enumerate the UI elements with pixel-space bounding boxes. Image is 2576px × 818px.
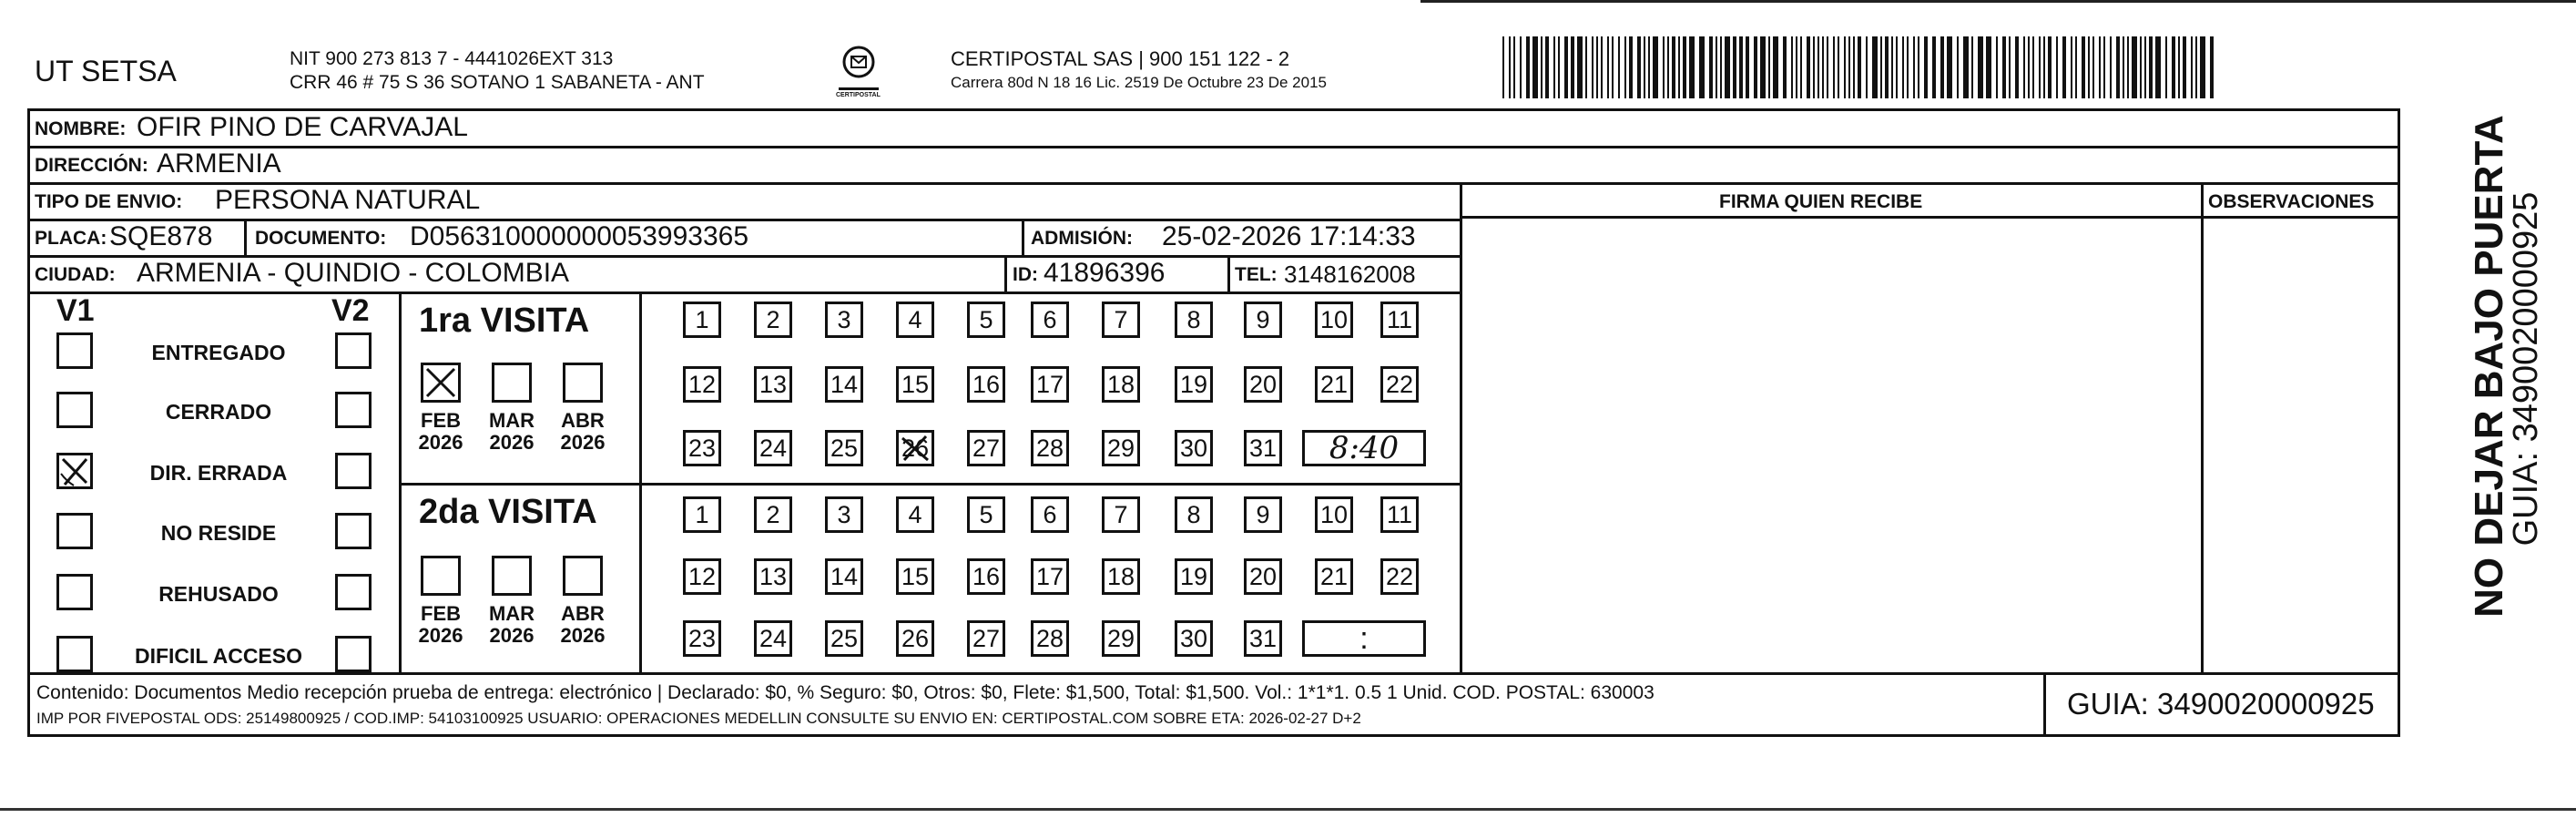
status-option-label: REHUSADO [158, 582, 279, 606]
day-number: 11 [1386, 305, 1413, 333]
month-checkbox[interactable] [492, 556, 532, 596]
month-label [484, 603, 539, 647]
day-number: 27 [972, 434, 1001, 462]
day-box[interactable] [1380, 558, 1419, 595]
month-label [413, 410, 468, 454]
day-number: 3 [837, 500, 851, 528]
day-number: 26 [901, 624, 930, 652]
day-number: 19 [1179, 562, 1208, 590]
day-number: 7 [1114, 500, 1128, 528]
month-name: FEB [421, 602, 461, 625]
side-guia: GUIA: 3490020000925 [2507, 191, 2545, 547]
day-box[interactable] [683, 496, 721, 533]
col-line-obs-left [2201, 182, 2204, 672]
nombre-label: NOMBRE: [35, 118, 127, 139]
time-value: : [1359, 620, 1369, 656]
status-option-label: DIR. ERRADA [149, 461, 288, 485]
day-box[interactable] [1031, 430, 1069, 466]
day-number: 7 [1114, 305, 1128, 333]
day-number: 9 [1256, 500, 1270, 528]
v1-checkbox[interactable] [56, 453, 93, 489]
day-number: 19 [1179, 370, 1208, 398]
footer-guia: GUIA: 3490020000925 [2067, 687, 2375, 721]
day-box[interactable] [1175, 620, 1213, 657]
day-number: 15 [901, 370, 930, 398]
day-number: 30 [1179, 434, 1208, 462]
month-checkbox[interactable] [492, 363, 532, 403]
company-name: UT SETSA [35, 55, 177, 87]
side-text [2417, 115, 2553, 647]
day-box[interactable] [967, 366, 1005, 403]
day-box[interactable] [896, 496, 934, 533]
day-box[interactable] [754, 430, 792, 466]
day-box[interactable] [754, 302, 792, 338]
day-box[interactable] [1175, 496, 1213, 533]
v1-checkbox[interactable] [56, 513, 93, 549]
day-number: 31 [1248, 434, 1278, 462]
day-box[interactable] [896, 366, 934, 403]
month-year: 2026 [418, 431, 463, 455]
direccion-label: DIRECCIÓN: [35, 155, 148, 176]
placa-split [244, 219, 247, 255]
day-box[interactable] [896, 302, 934, 338]
day-number: 13 [759, 562, 788, 590]
day-number: 18 [1106, 370, 1135, 398]
tipo-envio-label: TIPO DE ENVIO: [35, 191, 183, 212]
nit-line-2: CRR 46 # 75 S 36 SOTANO 1 SABANETA - ANT [290, 72, 705, 93]
day-box[interactable] [1102, 620, 1140, 657]
id-value: 41896396 [1044, 258, 1166, 288]
visit-divider [399, 483, 1462, 486]
day-number: 20 [1248, 370, 1278, 398]
v1-checkbox[interactable] [56, 392, 93, 428]
placa-value: SQE878 [109, 221, 213, 251]
v2-checkbox[interactable] [335, 392, 372, 428]
day-box[interactable] [1244, 620, 1282, 657]
day-number: 14 [830, 370, 859, 398]
day-number: 2 [766, 500, 780, 528]
day-box[interactable] [1102, 496, 1140, 533]
day-box[interactable] [896, 620, 934, 657]
day-box[interactable] [1244, 496, 1282, 533]
month-name: MAR [488, 409, 535, 432]
month-year: 2026 [489, 624, 535, 648]
day-number: 17 [1035, 562, 1064, 590]
day-number: 11 [1386, 500, 1413, 528]
time-value: 8:40 [1329, 430, 1400, 466]
day-box[interactable] [967, 302, 1005, 338]
form-bottom-border [27, 734, 2400, 737]
day-number: 28 [1035, 434, 1064, 462]
form-top-border [27, 108, 2400, 111]
day-box[interactable] [1315, 302, 1353, 338]
footer-line-1: Contenido: Documentos Medio recepción prueba de entrega: electrónico | Declarado: $0, % Seguro: $0, Otros: $0, Flete: $1,500, Total: $1,500. Vol.: 1*1*1. 0.5 1 Unid. COD. POSTAL: 630003 [36, 682, 1655, 703]
day-number: 29 [1106, 434, 1135, 462]
day-box[interactable] [1244, 430, 1282, 466]
day-number: 30 [1179, 624, 1208, 652]
tel-label: TEL: [1235, 264, 1278, 285]
day-box[interactable] [1380, 496, 1419, 533]
day-number: 8 [1186, 305, 1201, 333]
day-box[interactable] [1102, 430, 1140, 466]
second-visit-label: 2da VISITA [419, 493, 597, 531]
first-visit-label: 1ra VISITA [419, 302, 590, 340]
scan-edge-top [1420, 0, 2576, 3]
barcode-icon [1501, 36, 2222, 98]
day-number: 4 [908, 500, 922, 528]
day-box[interactable] [1315, 496, 1353, 533]
day-box[interactable] [896, 558, 934, 595]
day-number: 5 [979, 305, 993, 333]
day-number: 10 [1319, 305, 1349, 333]
day-box[interactable] [1031, 302, 1069, 338]
day-number: 16 [972, 370, 1001, 398]
day-number: 21 [1319, 562, 1349, 590]
day-number: 6 [1043, 500, 1057, 528]
day-box[interactable] [967, 496, 1005, 533]
day-box[interactable] [683, 430, 721, 466]
day-number: 27 [972, 624, 1001, 652]
scan-edge-bottom [0, 808, 2576, 811]
day-number: 5 [979, 500, 993, 528]
day-number: 9 [1256, 305, 1270, 333]
logo-text: CERTIPOSTAL [836, 92, 881, 98]
row-line-3b [1462, 216, 2400, 219]
day-number: 21 [1319, 370, 1349, 398]
form-right-border [2398, 108, 2400, 737]
day-number: 25 [830, 624, 859, 652]
month-label [555, 410, 610, 454]
month-checkbox[interactable] [563, 363, 603, 403]
status-option-label: NO RESIDE [160, 521, 277, 545]
admision-split [1022, 219, 1024, 255]
ciudad-value: ARMENIA - QUINDIO - COLOMBIA [137, 258, 570, 288]
day-box[interactable] [825, 620, 863, 657]
id-label: ID: [1013, 264, 1038, 285]
documento-label: DOCUMENTO: [255, 228, 387, 249]
month-year: 2026 [560, 431, 606, 455]
day-box[interactable] [1175, 558, 1213, 595]
day-box[interactable] [1244, 366, 1282, 403]
month-label [484, 410, 539, 454]
day-box[interactable] [1380, 366, 1419, 403]
month-name: FEB [421, 409, 461, 432]
day-number: 13 [759, 370, 788, 398]
day-box[interactable] [1380, 302, 1419, 338]
day-number: 26 [901, 434, 930, 462]
day-box[interactable] [1102, 366, 1140, 403]
day-box[interactable] [754, 496, 792, 533]
row-line-1 [27, 146, 2400, 148]
day-box[interactable] [683, 558, 721, 595]
day-number: 24 [759, 434, 788, 462]
admision-value: 25-02-2026 17:14:33 [1162, 221, 1416, 251]
day-number: 14 [830, 562, 859, 590]
day-number: 29 [1106, 624, 1135, 652]
nit-line-1: NIT 900 273 813 7 - 4441026EXT 313 [290, 48, 614, 69]
tel-split [1227, 255, 1230, 291]
day-box[interactable] [1031, 366, 1069, 403]
day-number: 16 [972, 562, 1001, 590]
month-checkbox[interactable] [421, 556, 461, 596]
day-number: 23 [687, 434, 717, 462]
admision-label: ADMISIÓN: [1031, 228, 1133, 249]
day-box[interactable] [825, 558, 863, 595]
day-number: 22 [1385, 562, 1414, 590]
day-number: 28 [1035, 624, 1064, 652]
day-number: 6 [1043, 305, 1057, 333]
month-name: ABR [561, 602, 605, 625]
observaciones-label: OBSERVACIONES [2208, 191, 2375, 212]
month-name: MAR [488, 602, 535, 625]
id-split [1004, 255, 1007, 291]
row-line-5 [27, 291, 1462, 294]
month-day-split [639, 291, 642, 672]
month-checkbox[interactable] [563, 556, 603, 596]
status-visit-split [399, 291, 402, 672]
day-box[interactable] [1031, 496, 1069, 533]
day-number: 4 [908, 305, 922, 333]
day-box[interactable] [1102, 302, 1140, 338]
certipostal-line-1: CERTIPOSTAL SAS | 900 151 122 - 2 [951, 47, 1290, 70]
day-number: 10 [1319, 500, 1349, 528]
v1-checkbox[interactable] [56, 636, 93, 672]
day-box[interactable] [967, 430, 1005, 466]
v2-checkbox[interactable] [335, 636, 372, 672]
day-box[interactable] [754, 558, 792, 595]
month-label [555, 603, 610, 647]
day-box[interactable] [1244, 302, 1282, 338]
time-box[interactable] [1302, 430, 1426, 466]
v2-checkbox[interactable] [335, 453, 372, 489]
day-number: 17 [1035, 370, 1064, 398]
v2-checkbox[interactable] [335, 574, 372, 610]
certipostal-line-2: Carrera 80d N 18 16 Lic. 2519 De Octubre 23 De 2015 [951, 74, 1327, 91]
ciudad-label: CIUDAD: [35, 264, 116, 285]
certipostal-logo-icon [836, 42, 881, 102]
month-name: ABR [561, 409, 605, 432]
day-box[interactable] [1102, 558, 1140, 595]
day-box[interactable] [1244, 558, 1282, 595]
firma-label: FIRMA QUIEN RECIBE [1719, 191, 1923, 212]
day-box[interactable] [967, 558, 1005, 595]
nombre-value: OFIR PINO DE CARVAJAL [137, 112, 468, 142]
status-option-label: DIFICIL ACCESO [134, 644, 302, 668]
month-label [413, 603, 468, 647]
day-number: 31 [1248, 624, 1278, 652]
day-number: 25 [830, 434, 859, 462]
v1-checkbox[interactable] [56, 574, 93, 610]
day-box[interactable] [825, 430, 863, 466]
footer-line-2: IMP POR FIVEPOSTAL ODS: 25149800925 / COD.IMP: 54103100925 USUARIO: OPERACIONES MEDELLIN CONSULTE SU ENVIO EN: CERTIPOSTAL.COM SOBRE ETA: 2026-02-27 D+2 [36, 710, 1361, 727]
day-number: 23 [687, 624, 717, 652]
day-box[interactable] [896, 430, 934, 466]
day-box[interactable] [683, 302, 721, 338]
col-line-firma-left [1460, 182, 1462, 672]
day-box[interactable] [754, 366, 792, 403]
month-year: 2026 [418, 624, 463, 648]
day-box[interactable] [683, 366, 721, 403]
day-box[interactable] [1315, 366, 1353, 403]
v1-checkbox[interactable] [56, 332, 93, 369]
day-number: 1 [695, 500, 709, 528]
tel-value: 3148162008 [1284, 261, 1416, 288]
day-box[interactable] [1175, 366, 1213, 403]
side-no-dejar: NO DEJAR BAJO PUERTA [2467, 115, 2511, 618]
v2-label: V2 [331, 293, 370, 328]
day-number: 3 [837, 305, 851, 333]
month-year: 2026 [560, 624, 606, 648]
guia-box-split [2043, 672, 2046, 734]
day-box[interactable] [1315, 558, 1353, 595]
day-box[interactable] [1031, 620, 1069, 657]
day-number: 18 [1106, 562, 1135, 590]
placa-label: PLACA: [35, 228, 107, 249]
day-number: 24 [759, 624, 788, 652]
day-box[interactable] [1031, 558, 1069, 595]
month-year: 2026 [489, 431, 535, 455]
day-number: 12 [687, 562, 717, 590]
day-number: 15 [901, 562, 930, 590]
day-number: 12 [687, 370, 717, 398]
day-number: 22 [1385, 370, 1414, 398]
v2-checkbox[interactable] [335, 513, 372, 549]
day-box[interactable] [825, 366, 863, 403]
tipo-envio-value: PERSONA NATURAL [215, 185, 481, 215]
day-number: 20 [1248, 562, 1278, 590]
direccion-value: ARMENIA [157, 148, 281, 179]
status-option-label: CERRADO [165, 400, 272, 424]
day-box[interactable] [683, 620, 721, 657]
day-box[interactable] [754, 620, 792, 657]
day-number: 1 [695, 305, 709, 333]
v2-checkbox[interactable] [335, 332, 372, 369]
day-number: 8 [1186, 500, 1201, 528]
time-box[interactable] [1302, 620, 1426, 657]
month-checkbox[interactable] [421, 363, 461, 403]
day-box[interactable] [967, 620, 1005, 657]
v1-label: V1 [56, 293, 95, 328]
day-box[interactable] [1175, 430, 1213, 466]
day-box[interactable] [825, 302, 863, 338]
status-option-label: ENTREGADO [151, 341, 286, 364]
documento-value: D056310000000053993365 [410, 221, 749, 251]
day-box[interactable] [1175, 302, 1213, 338]
day-box[interactable] [825, 496, 863, 533]
day-number: 2 [766, 305, 780, 333]
form-left-border [27, 108, 30, 737]
